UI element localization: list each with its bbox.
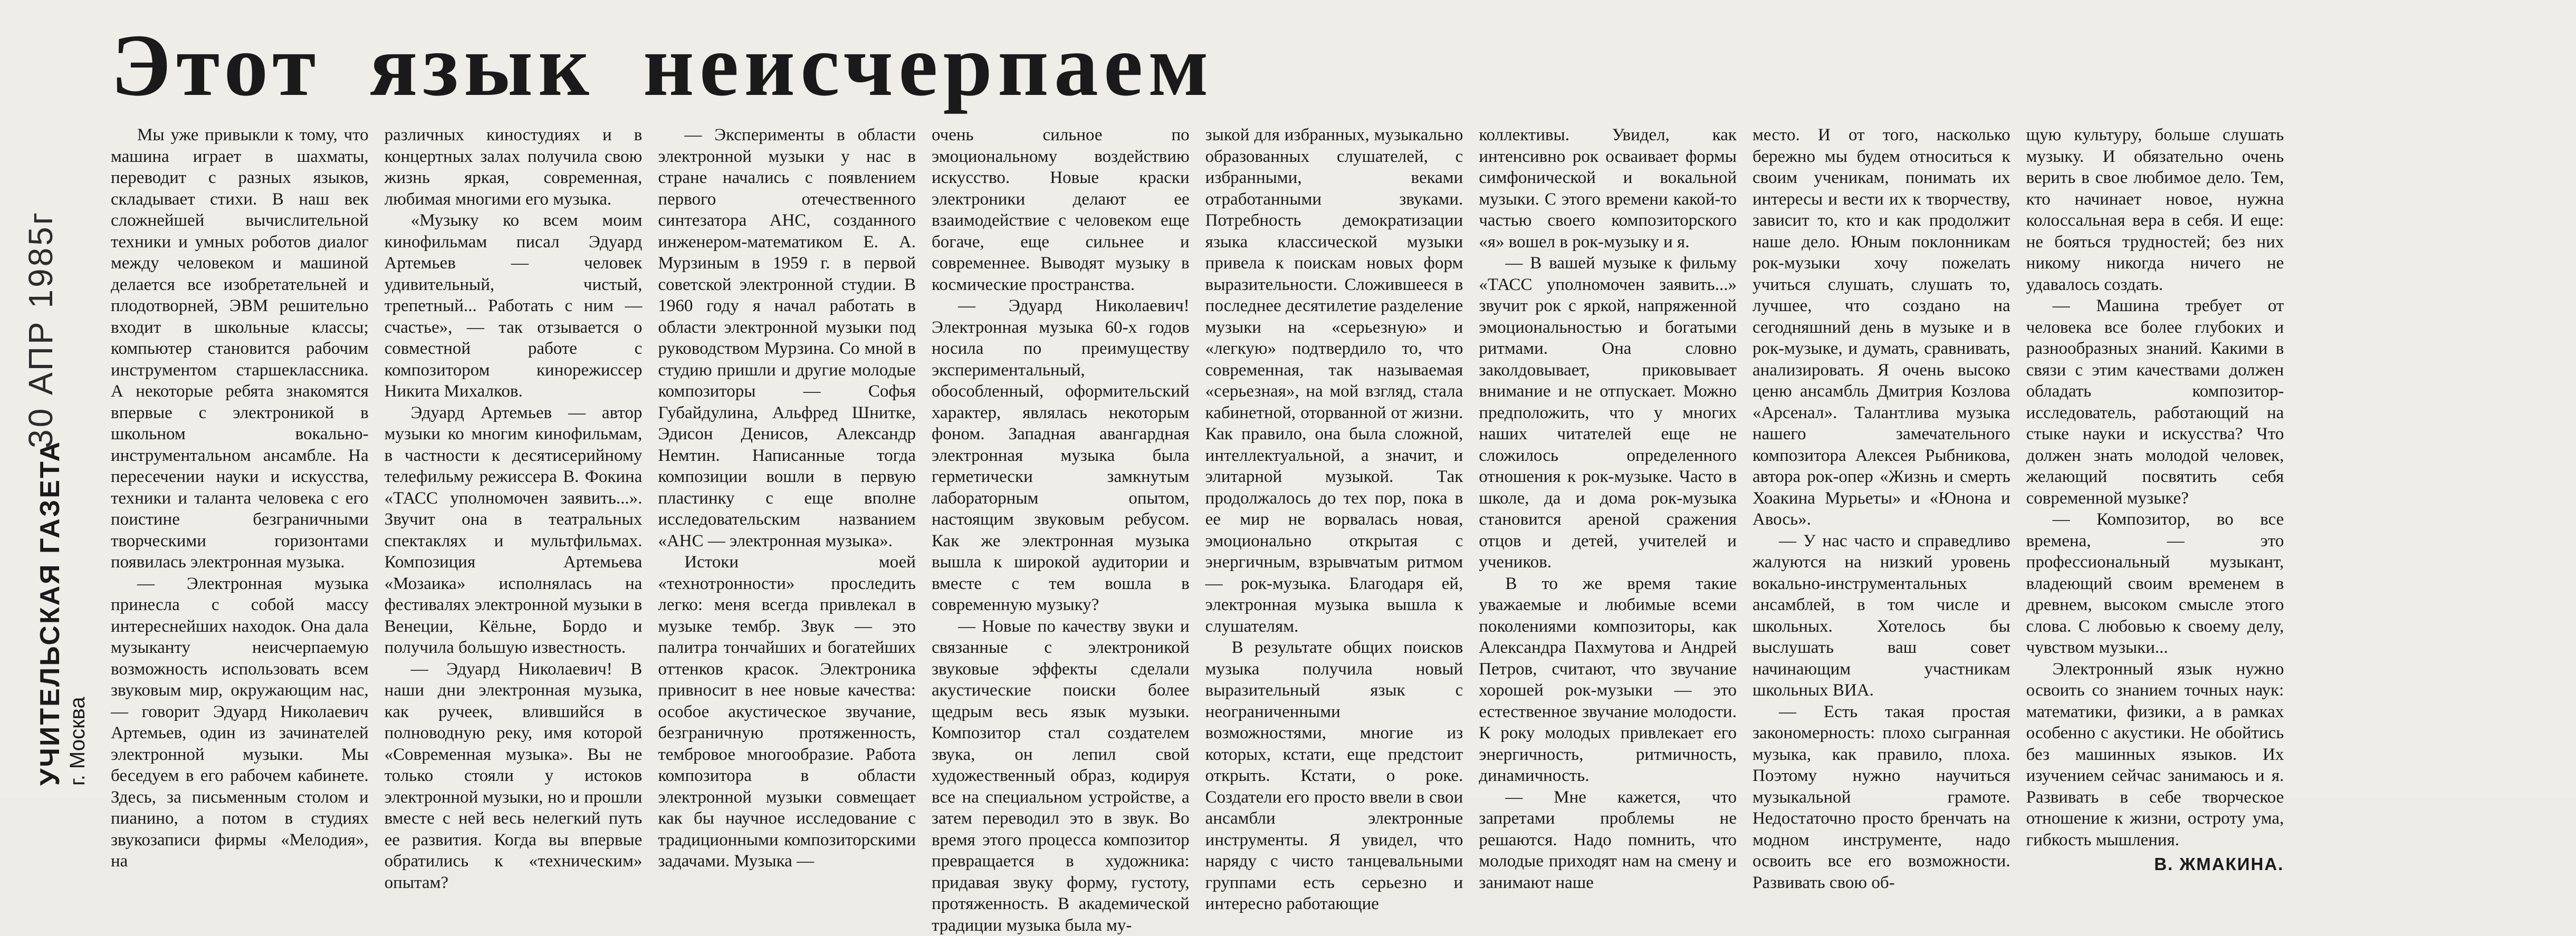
- paragraph: — Есть такая простая закономерность: плохо сыгранная музыка, как правило, плоха. Поэтому нужно научиться музыкальной грамоте. Недостаточно просто бренчать на модном инструменте, надо освоить все его возможности. Развивать свою об-: [1753, 701, 2010, 894]
- paragraph: Эдуард Артемьев — автор музыки ко многим кинофильмам, в частности к десятисерийному телефильму режиссера В. Фокина «ТАСС уполномочен заявить...». Звучит она в театральных спектаклях и мультфильмах. Композиция Артемьева «Мозаика» исполнялась на фестивалях электронной музыки в Венеции, Кёльне, Бордо и получила большую известность.: [385, 402, 643, 659]
- article-column-3: [658, 124, 916, 936]
- date-stamp: 30 АПР 1985г: [21, 174, 60, 448]
- paragraph: В результате общих поисков музыка получила новый выразительный язык с неограниченными возможностями, многие из которых, кстати, еще предстоит открыть. Кстати, о роке. Создатели его просто ввели в свои ансамбли электронные инструменты. Я увидел, что наряду с чисто танцевальными группами есть серьезно и интересно работающие: [1205, 637, 1463, 915]
- article-headline: Этот язык неисчерпаем: [111, 21, 1214, 110]
- paragraph: место. И от того, насколько бережно мы будем относиться к своим ученикам, понимать их интересы и вести их к творчеству, зависит то, кто и как продолжит наше дело. Юным поклонникам рок-музыки хочу пожелать учиться слушать, слушать то, лучшее, что создано на сегодняшний день в музыке и в рок-музыке, и думать, сравнивать, анализировать. Я очень высоко ценю ансамбль Дмитрия Козлова «Арсенал». Талантлива музыка нашего замечательного композитора Алексея Рыбникова, автора рок-опер «Жизнь и смерть Хоакина Мурьеты» и «Юнона и Авось».: [1753, 124, 2010, 530]
- newspaper-city: г. Москва: [66, 638, 90, 786]
- paragraph: зыкой для избранных, музыкально образованных слушателей, с избранными, веками отработанными звуками. Потребность демократизации языка классической музыки привела к поискам новых форм выразительности. Сложившееся в последнее десятилетие разделение музыки на «серьезную» и «легкую» подтвердило то, что современная, так называемая «серьезная», на мой взгляд, стала кабинетной, оторванной от жизни. Как правило, она была сложной, интеллектуальной, а значит, и элитарной музыкой. Так продолжалось до тех пор, пока в ее мир не ворвалась новая, эмоционально открытая с энергичным, взрывчатым ритмом — рок-музыка. Благодаря ей, электронная музыка вышла к слушателям.: [1205, 124, 1463, 637]
- paragraph: — У нас часто и справедливо жалуются на низкий уровень вокально-инструментальных ансамблей, в том числе и школьных. Хотелось бы выслушать ваш совет начинающим участникам школьных ВИА.: [1753, 530, 2010, 701]
- author-signature: В. ЖМАКИНА.: [2026, 854, 2284, 875]
- article-column-6: [1479, 124, 1737, 936]
- article-column-5: [1205, 124, 1463, 936]
- paragraph: — Электронная музыка принесла с собой массу интереснейших находок. Она дала музыканту неисчерпаемую возможность использовать всем звуковым мир, окружающим нас, — говорит Эдуард Николаевич Артемьев, один из зачинателей электронной музыки. Мы беседуем в его рабочем кабинете. Здесь, за письменным столом и пианино, а потом в студиях звукозаписи фирмы «Мелодия», на: [111, 573, 369, 872]
- paragraph: — В вашей музыке к фильму «ТАСС уполномочен заявить...» звучит рок с яркой, напряженной эмоциональностью и богатыми ритмами. Она словно заколдовывает, приковывает внимание и не отпускает. Можно предположить, что у многих наших читателей еще не сложилось определенного отношения к рок-музыке. Часто в школе, да и дома рок-музыка становится ареной сражения отцов и детей, учителей и учеников.: [1479, 253, 1737, 573]
- article-column-7: [1753, 124, 2010, 936]
- paragraph: — Композитор, во все времена, — это профессиональный музыкант, владеющий своим временем в древнем, высоком смысле этого слова. С любовью к своему делу, чувством музыки...: [2026, 509, 2284, 659]
- article-column-2: [385, 124, 643, 936]
- paragraph: различных киностудиях и в концертных залах получила свою жизнь яркая, современная, любимая многими его музыка.: [385, 124, 643, 210]
- paragraph: — Мне кажется, что запретами проблемы не решаются. Надо помнить, что молодые приходят нам на смену и занимают наше: [1479, 787, 1737, 894]
- article-column-8: [2026, 124, 2284, 936]
- paragraph: — Новые по качеству звуки и связанные с электроникой звуковые эффекты сделали акустические поиски более щедрым весь язык музыки. Композитор стал создателем звука, он лепил свой художественный образ, кодируя все на специальном устройстве, а затем переводил это в звук. Во время этого процесса композитор превращается в художника: придавая звуку форму, густоту, протяженность. В академической традиции музыка была му-: [932, 616, 1190, 936]
- article-body: [111, 124, 2558, 785]
- paragraph: щую культуру, больше слушать музыку. И обязательно очень верить в свое любимое дело. Тем, кто начинает новое, нужна колоссальная вера в себя. И еще: не бояться трудностей; без них никому никогда ничего не удавалось создать.: [2026, 124, 2284, 295]
- paragraph: В то же время такие уважаемые и любимые всеми поколениями композиторы, как Александра Пахмутова и Андрей Петров, считают, что звучание хорошей рок-музыки — это естественное звучание молодости. К року молодых привлекает его энергичность, ритмичность, динамичность.: [1479, 573, 1737, 787]
- paragraph: — Эдуард Николаевич! Электронная музыка 60-х годов носила по преимуществу экспериментальный, обособленный, оформительский характер, являлась некоторым фоном. Западная авангардная электронная музыка была герметически замкнутым лабораторным опытом, настоящим звуковым ребусом. Как же электронная музыка вышла к широкой аудитории и вместе с тем вошла в современную музыку?: [932, 295, 1190, 616]
- paragraph: очень сильное по эмоциональному воздействию искусство. Новые краски электроники делают ее взаимодействие с человеком еще богаче, еще сильнее и современнее. Выводят музыку в космические пространства.: [932, 124, 1190, 295]
- paragraph: — Эксперименты в области электронной музыки у нас в стране начались с появлением первого отечественного синтезатора АНС, созданного инженером-математиком Е. А. Мурзиным в 1959 г. в первой советской электронной студии. В 1960 году я начал работать в области электронной музыки под руководством Мурзина. Со мной в студию пришли и другие молодые композиторы — Софья Губайдулина, Альфред Шнитке, Эдисон Денисов, Александр Немтин. Написанные тогда композиции вошли в первую пластинку с еще вполне исследовательским названием «АНС — электронная музыка».: [658, 124, 916, 552]
- paragraph: «Музыку ко всем моим кинофильмам писал Эдуард Артемьев — человек удивительный, чистый, трепетный... Работать с ним — счастье», — так отзывается о совместной работе с композитором кинорежиссер Никита Михалков.: [385, 210, 643, 402]
- article-column-4: [932, 124, 1190, 936]
- paragraph: Мы уже привыкли к тому, что машина играет в шахматы, переводит с разных языков, складывает стихи. В наш век сложнейшей вычислительной техники и умных роботов диалог между человеком и машиной делается все изобретательней и плодотворней, ЭВМ решительно входит в школьные классы; компьютер становится рабочим инструментом старшеклассника. А некоторые ребята знакомятся впервые с электроникой в школьном вокально-инструментальном ансамбле. На пересечении науки и искусства, техники и таланта человека с его поистине безграничными творческими горизонтами появилась электронная музыка.: [111, 124, 369, 573]
- article-column-1: [111, 124, 369, 936]
- paragraph: коллективы. Увидел, как интенсивно рок осваивает формы симфонической и вокальной музыки. С этого времени какой-то частью своего композиторского «я» вошел в рок-музыку и я.: [1479, 124, 1737, 253]
- paragraph: Истоки моей «технотронности» проследить легко: меня всегда привлекал в музыке тембр. Звук — это палитра тончайших и богатейших оттенков красок. Электроника привносит в нее новые качества: особое акустическое звучание, безграничную протяженность, тембровое многообразие. Работа композитора в области электронной музыки совмещает как бы научное исследование с традиционными композиторскими задачами. Музыка —: [658, 552, 916, 872]
- source-stamp: [11, 153, 100, 796]
- paragraph: Электронный язык нужно освоить со знанием точных наук: математики, физики, а в рамках особенно с акустики. Не обойтись без машинных языков. Их изучением сейчас занимаюсь и я. Развивать в себе творческое отношение к жизни, остроту ума, гибкость мышления.: [2026, 659, 2284, 851]
- paragraph: — Эдуард Николаевич! В наши дни электронная музыка, как ручеек, влившийся в полноводную реку, имя которой «Современная музыка». Вы не только стояли у истоков электронной музыки, но и прошли вместе с ней весь нелегкий путь ее развития. Когда вы впервые обратились к «техническим» опытам?: [385, 659, 643, 894]
- newspaper-name: УЧИТЕЛЬСКАЯ ГАЗЕТА: [34, 448, 66, 786]
- paragraph: — Машина требует от человека все более глубоких и разнообразных знаний. Какими в связи с этим качествами должен обладать композитор-исследователь, работающий на стыке науки и искусства? Что должен знать молодой человек, желающий посвятить себя современной музыке?: [2026, 295, 2284, 509]
